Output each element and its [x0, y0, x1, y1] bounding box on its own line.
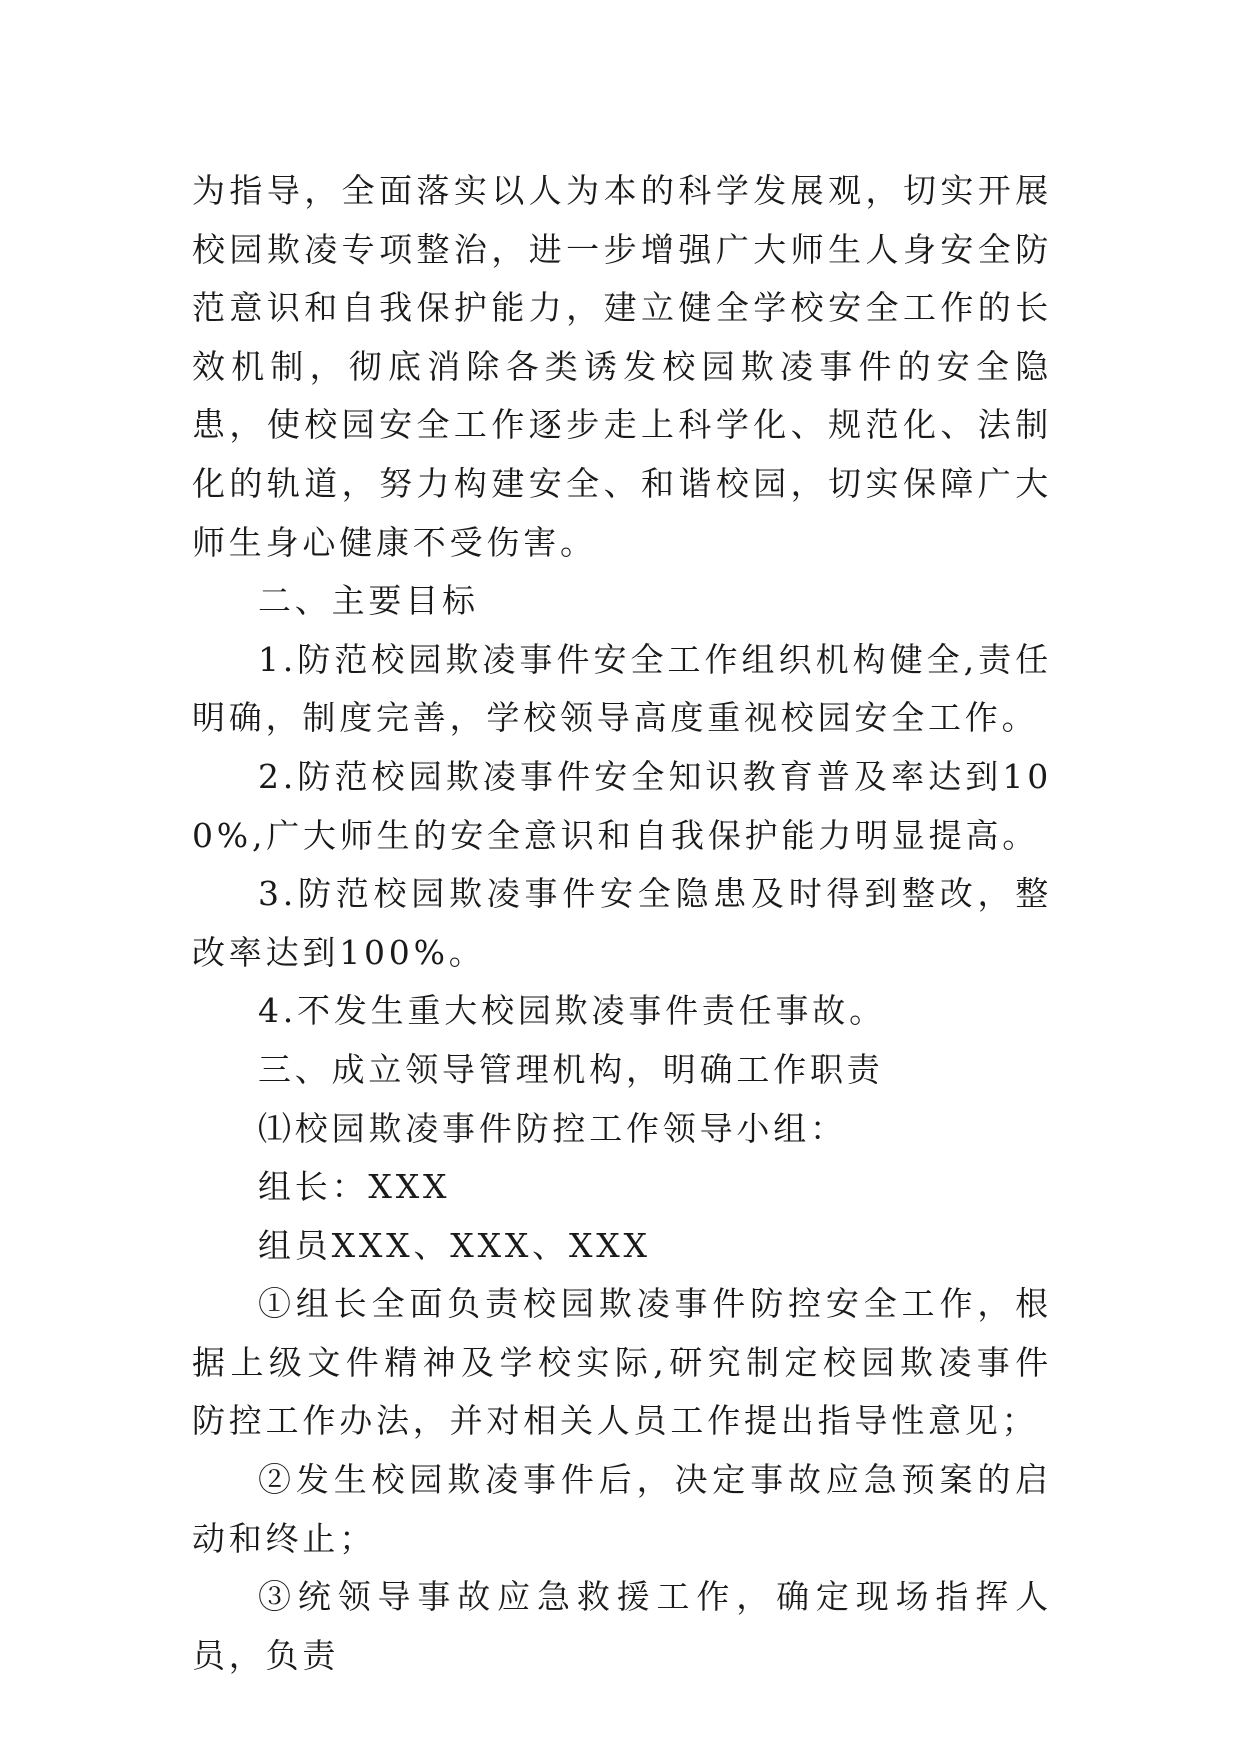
section-heading-leadership: 三、成立领导管理机构，明确工作职责 [258, 1049, 884, 1089]
group-members-line: 组员XXX、XXX、XXX [258, 1225, 651, 1265]
goal-item-1: 1.防范校园欺凌事件安全工作组织机构健全,责任明确，制度完善，学校领导高度重视校园安全工作。 [192, 639, 1052, 738]
goal-item-3: 3.防范校园欺凌事件安全隐患及时得到整改，整改率达到100%。 [192, 874, 1052, 972]
group-leader-line: 组长：XXX [258, 1167, 451, 1207]
subsection-leadership-group: ⑴校园欺凌事件防控工作领导小组： [258, 1108, 847, 1148]
document-body [192, 162, 1052, 1685]
duty-item-3: ③统领导事故应急救援工作，确定现场指挥人员，负责 [192, 1577, 1052, 1675]
goal-item-2: 2.防范校园欺凌事件安全知识教育普及率达到100%,广大师生的安全意识和自我保护能力明显提高。 [192, 756, 1052, 855]
duty-item-1: ①组长全面负责校园欺凌事件防控安全工作，根据上级文件精神及学校实际,研究制定校园欺凌事件防控工作办法，并对相关人员工作提出指导性意见； [192, 1284, 1052, 1441]
goal-item-4: 4.不发生重大校园欺凌事件责任事故。 [258, 991, 886, 1031]
duty-item-2: ②发生校园欺凌事件后，决定事故应急预案的启动和终止； [192, 1460, 1052, 1558]
paragraph-guiding-principle: 为指导，全面落实以人为本的科学发展观，切实开展校园欺凌专项整治，进一步增强广大师生人身安全防范意识和自我保护能力，建立健全学校安全工作的长效机制，彻底消除各类诱发校园欺凌事件的安全隐患，使校园安全工作逐步走上科学化、规范化、法制化的轨道，努力构建安全、和谐校园，切实保障广大师生身心健康不受伤害。 [192, 171, 1052, 562]
section-heading-main-goals: 二、主要目标 [258, 581, 479, 621]
